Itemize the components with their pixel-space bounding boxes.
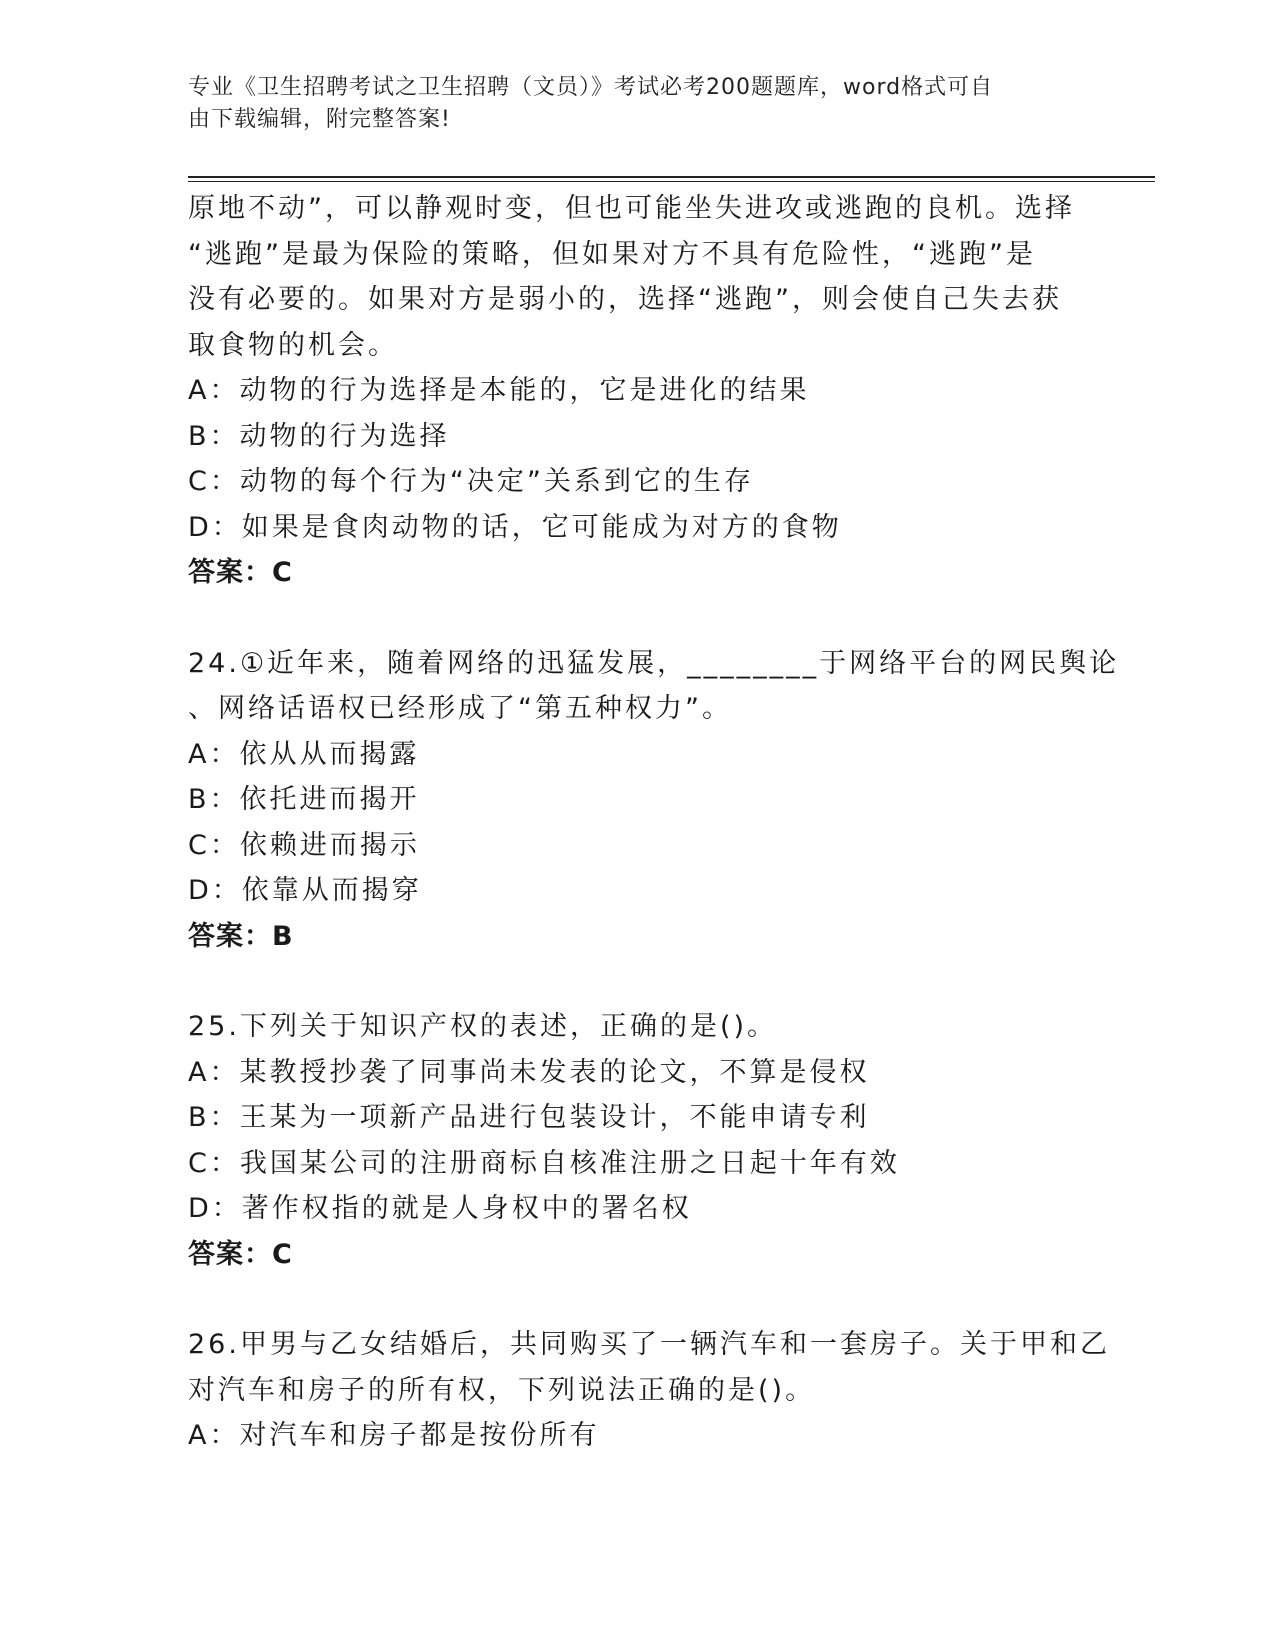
page-header (188, 72, 1068, 136)
question-26 (188, 1322, 1110, 1459)
spacer (188, 596, 1088, 641)
option-b: B：王某为一项新产品进行包装设计，不能申请专利 (188, 1102, 870, 1133)
option-a: A：动物的行为选择是本能的，它是进化的结果 (188, 375, 810, 406)
option-b: B：动物的行为选择 (188, 420, 450, 452)
spacer (188, 959, 1088, 1004)
option-a: A：依从从而揭露 (188, 738, 420, 770)
option-b: B：依托进而揭开 (188, 784, 420, 815)
option-c: C：动物的每个行为“决定”关系到它的生存 (188, 466, 754, 497)
answer: 答案：C (188, 557, 293, 588)
header-rule-thick (188, 176, 1155, 178)
question-text-line: 24.①近年来，随着网络的迅猛发展，________于网络平台的网民舆论 (188, 647, 1120, 679)
option-c: C：依赖进而揭示 (188, 829, 420, 861)
answer: 答案：C (188, 1238, 293, 1270)
question-text-line: 25.下列关于知识产权的表述，正确的是()。 (188, 1011, 778, 1042)
question-continuation (188, 186, 1088, 596)
option-a: A：对汽车和房子都是按份所有 (188, 1420, 600, 1451)
option-d: D：如果是食肉动物的话，它可能成为对方的食物 (188, 511, 842, 543)
question-text-line: 、网络话语权已经形成了“第五种权力”。 (188, 693, 732, 724)
question-text-line: 没有必要的。如果对方是弱小的，选择“逃跑”，则会使自己失去获 (188, 284, 1062, 315)
option-d: D：依靠从而揭穿 (188, 875, 422, 906)
question-text-line: 取食物的机会。 (188, 329, 398, 361)
question-text-line: 对汽车和房子的所有权，下列说法正确的是()。 (188, 1374, 816, 1406)
header-line-1: 专业《卫生招聘考试之卫生招聘（文员）》考试必考200题题库，word格式可自 (188, 75, 994, 100)
option-c: C：我国某公司的注册商标自核准注册之日起十年有效 (188, 1147, 900, 1179)
answer: 答案：B (188, 920, 294, 952)
header-rule-thin (188, 181, 1155, 182)
spacer (188, 1277, 1088, 1322)
question-24 (188, 641, 1120, 960)
question-text-line: “逃跑”是最为保险的策略，但如果对方不具有危险性，“逃跑”是 (188, 238, 1036, 270)
option-a: A：某教授抄袭了同事尚未发表的论文，不算是侵权 (188, 1056, 870, 1088)
question-25 (188, 1004, 1088, 1277)
option-d: D：著作权指的就是人身权中的署名权 (188, 1193, 692, 1224)
question-text-line: 26.甲男与乙女结婚后，共同购买了一辆汽车和一套房子。关于甲和乙 (188, 1329, 1110, 1360)
question-text-line: 原地不动”，可以静观时变，但也可能坐失进攻或逃跑的良机。选择 (188, 193, 1075, 224)
document-body (188, 186, 1120, 1459)
header-line-2: 由下载编辑，附完整答案! (188, 107, 451, 132)
